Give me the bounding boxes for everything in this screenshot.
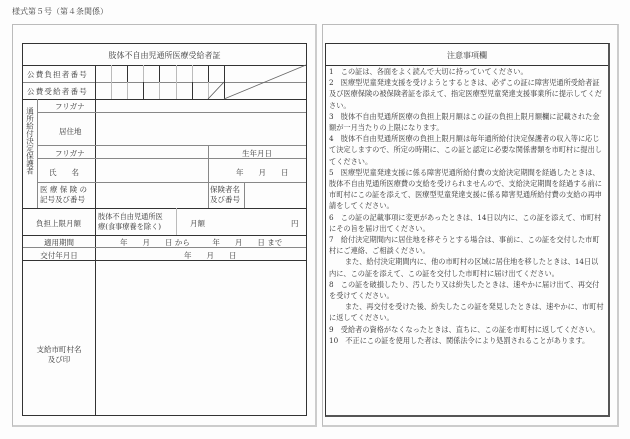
divider — [37, 112, 306, 113]
form-number: 様式第５号（第４条関係） — [12, 7, 108, 16]
recipient-number-label: 公費受給者番号 — [27, 87, 88, 96]
divider — [23, 247, 306, 248]
municipality-label: 及び印 — [47, 355, 71, 364]
furigana-label: フリガナ — [55, 102, 85, 111]
note-item: 6 この証の記載事項に変更があったときは、14日以内に、この証を添えて、市町村にその旨を届け出てください。 — [329, 212, 602, 233]
insurer-label: 及び番号 — [210, 195, 240, 204]
note-item: 9 受給者の資格がなくなったときは、直ちに、この証を市町村に返してください。 — [329, 324, 600, 334]
divider — [23, 235, 306, 236]
divider — [37, 158, 306, 159]
period-label: 適用期間 — [44, 238, 74, 247]
limit-description: 療(食事療養を除く) — [98, 222, 162, 231]
note-item: 10 不正にこの証を使用した者は、関係法令により処罰されることがあります。 — [329, 335, 590, 345]
note-item: 2 医療型児童発達支援を受けようとするときは、必ずこの証に障害児通所受給者証及び医療保険の被保険者証を添えて、指定医療型児童発達支援事業所に提示してください。 — [329, 78, 602, 110]
notes-title: 注意事項欄 — [447, 51, 487, 60]
divider — [23, 260, 306, 261]
note-item: 8 この証を破損したり、汚したり又は紛失したときは、速やかに届け出て、再交付を受けてください。 — [329, 279, 600, 301]
note-item: また、給付決定期間内に、他の市町村の区域に居住地を移したときは、14日以内に、この証を添えて、この証を交付した市町村に届け出てください。 — [329, 257, 599, 278]
note-item: 4 肢体不自由児通所医療の負担上限月額は毎年通所給付決定保護者の収入等に応じて決定しますので、所定の時期に、この証と認定に必要な関係書類を市町村に提出してください。 — [329, 134, 602, 166]
guardian-section-label: 通所給付決定保護者 — [25, 107, 35, 175]
certificate-title: 肢体不自由児通所医療受給者証 — [108, 51, 221, 60]
certificate-panel — [12, 24, 317, 427]
payer-number-label: 公費負担者番号 — [27, 70, 88, 79]
birth-date-label: 生年月日 — [242, 149, 272, 158]
note-item: 1 この証は、各面をよく読んで大切に持っていてください。 — [329, 67, 528, 76]
issue-date-label: 交付年月日 — [40, 251, 78, 260]
insurer-label: 保険者名 — [210, 185, 240, 194]
divider — [37, 182, 306, 183]
limit-description: 肢体不自由児通所医 — [98, 212, 163, 221]
insurance-label: 記号及び番号 — [40, 195, 85, 204]
furigana-label: フリガナ — [55, 149, 85, 158]
divider — [37, 145, 306, 146]
divider — [176, 208, 177, 235]
divider — [23, 208, 306, 209]
note-item: 3 肢体不自由児通所医療の負担上限月額はこの証の負担上限月額欄に記載された金額が一月当たりの上限になります。 — [329, 111, 600, 133]
yen-label: 円 — [291, 219, 299, 228]
notes-panel — [322, 24, 619, 427]
limit-label: 負担上限月額 — [36, 219, 81, 228]
divider — [244, 182, 245, 208]
notes-list — [329, 66, 605, 346]
name-label: 氏 名 — [49, 168, 79, 177]
certificate-table — [22, 43, 307, 416]
address-label: 居住地 — [59, 127, 82, 136]
birth-date-value: 年 月 日 — [236, 168, 289, 177]
section-border — [37, 99, 38, 208]
monthly-label: 月額 — [190, 219, 205, 228]
issue-date-value: 年 月 日 — [184, 251, 237, 260]
insurance-label: 医 療 保 険 の — [40, 185, 88, 194]
strike-diagonals — [23, 44, 306, 104]
period-value: 年 月 日 から 年 月 日 まで — [120, 238, 283, 247]
note-item: また、再交付を受けた後、紛失したこの証を発見したときは、速やかに、市町村に返してください。 — [329, 302, 604, 323]
note-item: 7 給付決定期間内に居住地を移そうとする場合は、事前に、この証を交付した市町村にご連絡、ご相談ください。 — [329, 235, 600, 256]
note-item: 5 医療型児童発達支援に係る障害児通所給付費の支給決定期間を経過したときは、肢体不自由児通所医療費の支給を受けられませんので、支給決定期間を経過する前に市町村にこの証を添えて、医療型児童発達支援に係る障害児通所給付費の支給の再申請をしてください。 — [329, 167, 602, 211]
notes-table — [325, 43, 610, 417]
municipality-label: 支給市町村名 — [36, 345, 82, 354]
label-column-border — [95, 65, 96, 415]
